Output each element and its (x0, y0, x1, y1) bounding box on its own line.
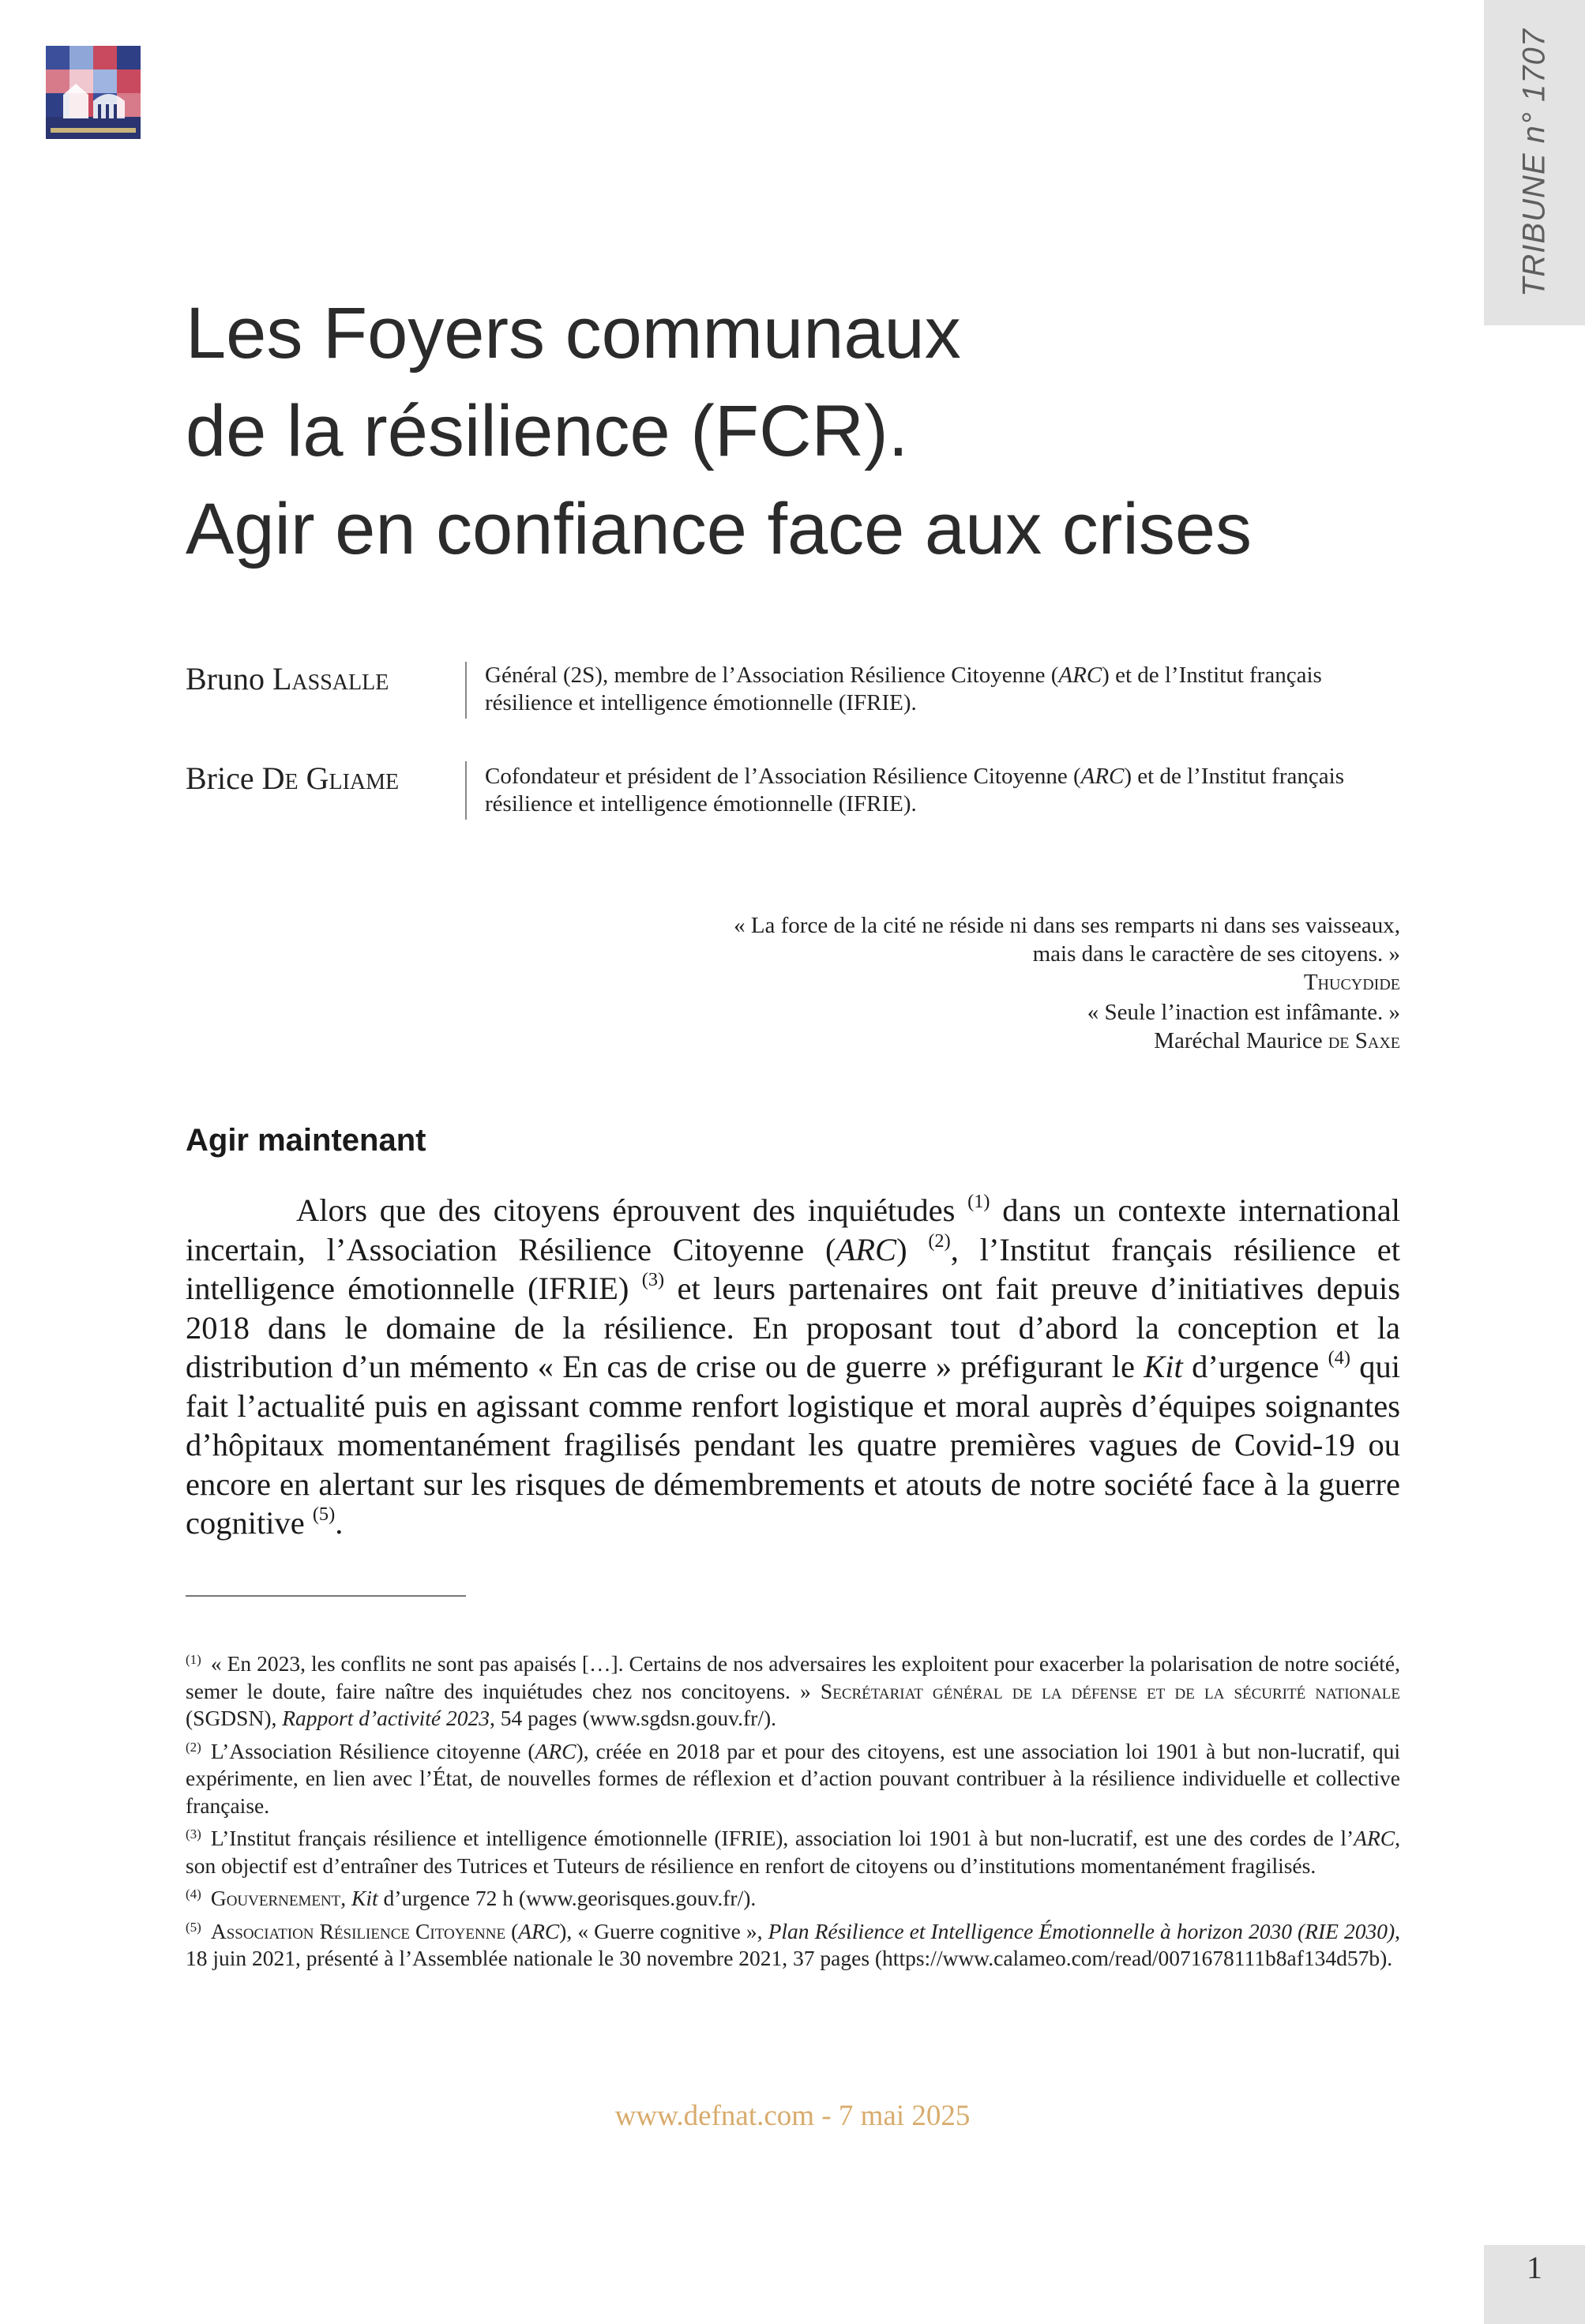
footnote: $^{(3)}$ L’Institut français résilience et intelligence émotionnelle (IFRIE), association loi 1901 à but non-lucratif, est une des cordes de l’ARC, son objectif est d’entraîner des Tutrices et Tuteurs de résilience en renfort de citoyens ou d’institutions momentanément fragilisés. (186, 1826, 1400, 1878)
footnote: $^{(1)}$ « En 2023, les conflits ne sont pas apaisés […]. Certains de nos adversaires les exploitent pour exacerber la polarisation de notre société, semer le doute, faire naître des inquiétudes chez nos concitoyens. » Secrétariat général de la défense et de la sécurité nationale (SGDSN), Rapport d’activité 2023, 54 pages (www.sgdsn.gouv.fr/). (186, 1651, 1401, 1730)
quote-line: mais dans le caractère de ses citoyens. » (1032, 941, 1400, 967)
author-name (186, 760, 454, 797)
author-description: Cofondateur et président de l’Association Résilience Citoyenne (ARC) et de l’Institut français résilience et intelligence émotionnelle (IFRIE). (485, 764, 1345, 817)
quote-line: « La force de la cité ne réside ni dans ses remparts ni dans ses vaisseaux, (734, 913, 1400, 938)
footnote-ref[interactable]: (2) (928, 1230, 951, 1252)
footnotes (186, 1646, 1400, 1974)
epigraph-quote (453, 911, 1400, 997)
quote-line: « Seule l’inaction est infâmante. » (1087, 1000, 1400, 1025)
footer-website-date[interactable]: www.defnat.com - 7 mai 2025 (614, 2100, 971, 2132)
quote-author: Maréchal Maurice de Saxe (1154, 1028, 1400, 1053)
article-title (186, 284, 1370, 578)
footnote: $^{(2)}$ L’Association Résilience citoyenne (ARC), créée en 2018 par et pour des citoyens, est une association loi 1901 à but non-lucratif, qui expérimente, en lien avec l’État, de nouvelles formes de réflexion et d’action pouvant contribuer à la résilience individuelle et collective française. (186, 1738, 1400, 1818)
quote-author: Thucydide (1303, 970, 1400, 995)
footnote-divider (186, 1595, 466, 1597)
footnote: $^{(5)}$ Association Résilience Citoyenne (ARC), « Guerre cognitive », Plan Résilience et Intelligence Émotionnelle à horizon 2030 (RIE 2030), 18 juin 2021, présenté à l’Assemblée nationale le 30 novembre 2021, 37 pages (https://www.calameo.com/read/0071678111b8af134d57b). (186, 1918, 1400, 1970)
footnote-ref[interactable]: (1) (967, 1191, 990, 1212)
author-last-name: De Gliame (261, 760, 400, 796)
side-tab (1484, 0, 1585, 325)
author-last-name: Lassalle (272, 661, 389, 696)
author-first-name: Brice (186, 760, 254, 796)
title-line: Agir en confiance face aux crises (186, 489, 1253, 569)
title-line: de la résilience (FCR). (186, 391, 909, 471)
author-description: Général (2S), membre de l’Association Résilience Citoyenne (ARC) et de l’Institut français résilience et intelligence émotionnelle (IFRIE). (485, 663, 1322, 715)
body-paragraph: Alors que des citoyens éprouvent des inquiétudes $^{(1)}$ dans un contexte international incertain, l’Association Résilience Citoyenne (ARC) $^{(2)}$, l’Institut français résilience et intelligence émotionnelle (IFRIE) $^{(3)}$ et leurs partenaires ont fait preuve d’initiatives depuis 2018 dans le domaine de la résilience. En proposant tout d’abord la conception et la distribution d’un mémento « En cas de crise ou de guerre » préfigurant le Kit d’urgence $^{(4)}$ qui fait l’actualité puis en agissant comme renfort logistique et moral auprès d’équipes soignantes d’hôpitaux momentanément fragilisés pendant les quatre premières vagues de Covid-19 ou encore en alertant sur les risques de démembrements et atouts de notre société face à la guerre cognitive $^{(5)}$. (186, 1191, 1401, 1541)
page-number: 1 (1527, 2250, 1542, 2285)
footnote-ref[interactable]: (4) (1328, 1347, 1350, 1368)
institution-logo-icon (46, 46, 141, 139)
author-name (186, 660, 454, 697)
footnote: $^{(4)}$ Gouvernement, Kit d’urgence 72 h (www.georisques.gouv.fr/). (186, 1886, 757, 1910)
footnote-ref[interactable]: (3) (641, 1269, 665, 1290)
title-line: Les Foyers communaux (186, 293, 961, 374)
author-divider (465, 761, 467, 820)
epigraph-quote (453, 998, 1400, 1055)
tribune-number: TRIBUNE n° 1707 (1516, 28, 1552, 298)
author-first-name: Bruno (186, 661, 265, 696)
author-divider (465, 662, 467, 719)
section-heading: Agir maintenant (186, 1123, 426, 1158)
footnote-ref[interactable]: (5) (312, 1504, 336, 1525)
